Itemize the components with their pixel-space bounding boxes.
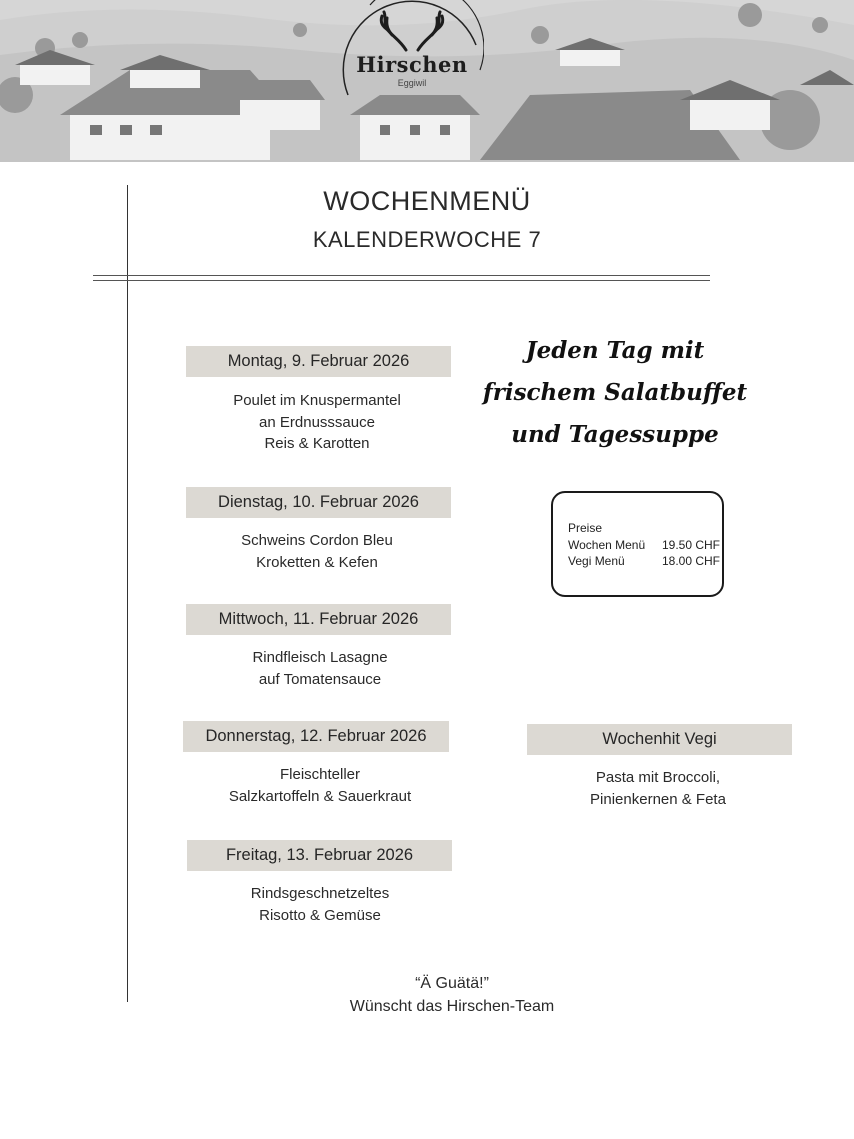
dish-monday <box>186 390 448 455</box>
menu-subtitle: KALENDERWOCHE 7 <box>312 227 542 252</box>
dish-line: Salzkartoffeln & Sauerkraut <box>228 787 412 805</box>
dish-wednesday <box>189 647 451 690</box>
dish-line: Pinienkernen & Feta <box>590 790 726 808</box>
menu-title: WOCHENMENÜ <box>323 186 531 216</box>
salad-buffet-note <box>480 330 750 456</box>
day-header-monday: Montag, 9. Februar 2026 <box>186 346 451 377</box>
dish-line: auf Tomatensauce <box>258 670 382 688</box>
note-line: frischem Salatbuffet <box>482 379 748 406</box>
dish-line: Rindfleisch Lasagne <box>252 649 388 666</box>
hirschen-logo <box>340 0 484 100</box>
dish-line: Reis & Karotten <box>264 435 370 452</box>
footer-team: Wünscht das Hirschen-Team <box>349 998 555 1015</box>
logo-place: Eggiwil <box>397 78 427 88</box>
vertical-divider <box>127 185 128 1002</box>
price-label: Wochen Menü <box>568 538 646 552</box>
dish-line: Pasta mit Broccoli, <box>595 769 721 786</box>
dish-tuesday <box>186 530 448 573</box>
dish-line: Rindsgeschnetzeltes <box>250 885 390 902</box>
footer-greeting: “Ä Guätä!” <box>415 975 489 992</box>
dish-line: Schweins Cordon Bleu <box>241 532 393 549</box>
price-value: 19.50 CHF <box>661 538 720 552</box>
veg-hit-header: Wochenhit Vegi <box>527 724 792 755</box>
day-header-wednesday: Mittwoch, 11. Februar 2026 <box>186 604 451 635</box>
horizontal-divider-bottom <box>93 280 710 281</box>
day-header-friday: Freitag, 13. Februar 2026 <box>187 840 452 871</box>
day-header-tuesday: Dienstag, 10. Februar 2026 <box>186 487 451 518</box>
price-label: Vegi Menü <box>568 554 625 568</box>
price-box <box>551 491 724 597</box>
dish-line: Kroketten & Kefen <box>256 553 378 571</box>
dish-line: an Erdnusssauce <box>259 413 375 431</box>
day-header-thursday: Donnerstag, 12. Februar 2026 <box>183 721 449 752</box>
note-line: und Tagessuppe <box>511 421 719 448</box>
dish-line: Poulet im Knuspermantel <box>233 392 401 409</box>
dish-friday <box>189 883 451 926</box>
horizontal-divider-top <box>93 275 710 276</box>
note-line: Jeden Tag mit <box>525 337 705 364</box>
header-photo <box>0 0 854 162</box>
dish-line: Fleischteller <box>279 766 361 783</box>
veg-hit-dish <box>527 767 789 810</box>
logo-title: Hirschen <box>356 52 468 77</box>
dish-thursday <box>189 764 451 807</box>
dish-line: Risotto & Gemüse <box>259 906 381 924</box>
price-value: 18.00 CHF <box>661 554 720 568</box>
price-heading: Preise <box>568 521 603 535</box>
